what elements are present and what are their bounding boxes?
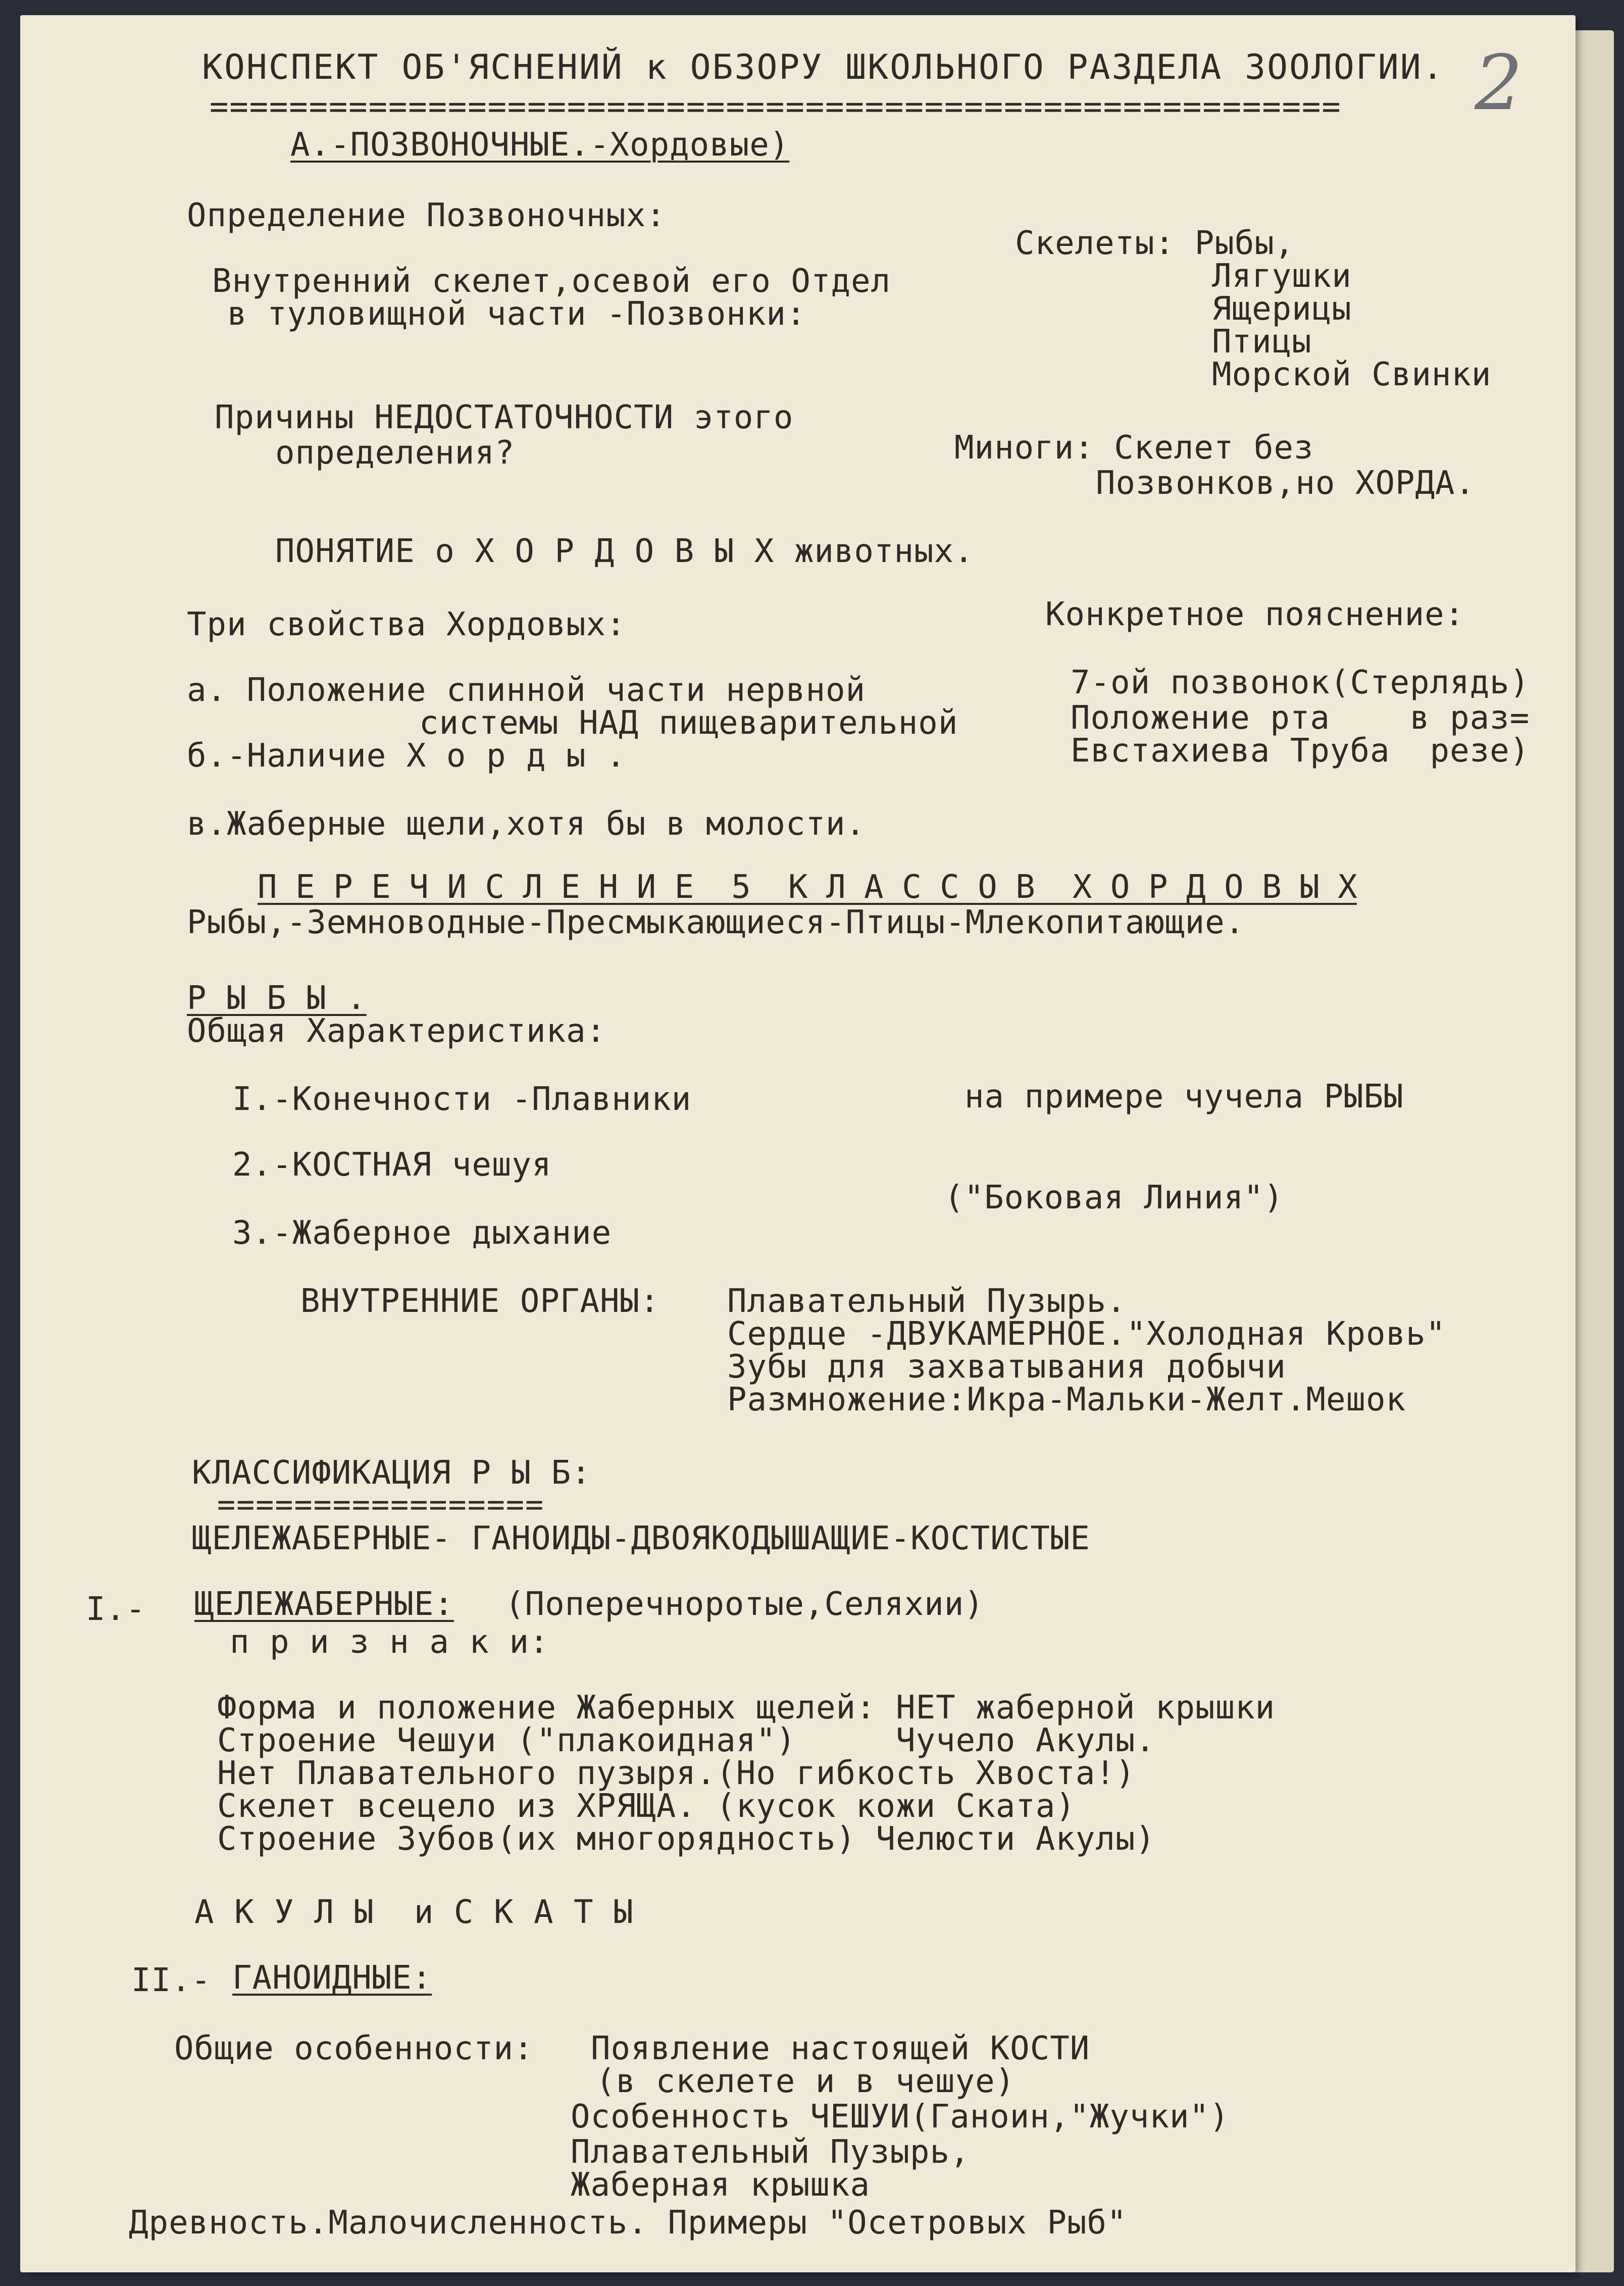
property-v: в.Жаберные щели,хотя бы в молости. bbox=[187, 805, 866, 843]
section-2-title: ГАНОИДНЫЕ: bbox=[232, 1959, 432, 1997]
antiquity-line: Древность.Малочисленность. Примеры "Осетровых Рыб" bbox=[129, 2204, 1127, 2242]
internal-organ-item: Сердце -ДВУКАМЕРНОЕ."Холодная Кровь" bbox=[727, 1315, 1446, 1353]
skeleton-item: Морской Свинки bbox=[1212, 356, 1492, 393]
classification-line: ЩЕЛЕЖАБЕРНЫЕ- ГАНОИДЫ-ДВОЯКОДЫШАЩИЕ-КОСТИСТЫЕ bbox=[192, 1520, 1090, 1557]
chordate-concept: ПОНЯТИЕ о Х О Р Д О В Ы Х животных. bbox=[275, 533, 974, 570]
definition-heading: Определение Позвоночных: bbox=[187, 197, 666, 234]
skeleton-item: Лягушки bbox=[1212, 258, 1352, 295]
three-properties-heading: Три свойства Хордовых: bbox=[187, 606, 626, 643]
document-page bbox=[20, 15, 1576, 2272]
section-a-heading: А.-ПОЗВОНОЧНЫЕ.-Хордовые) bbox=[290, 126, 790, 164]
sign-item: Форма и положение Жаберных щелей: НЕТ жаберной крышки bbox=[217, 1689, 1276, 1726]
enumeration-heading: П Е Р Е Ч И С Л Е Н И Е 5 К Л А С С О В Х О Р Д О В Ы Х bbox=[258, 869, 1357, 906]
explanation-line: Положение рта в раз= bbox=[1071, 699, 1530, 737]
classification-heading: КЛАССИФИКАЦИЯ Р Ы Б: bbox=[192, 1454, 591, 1492]
internal-organ-item: Зубы для захватывания добычи bbox=[727, 1348, 1286, 1386]
internal-organ-item: Плавательный Пузырь. bbox=[727, 1283, 1127, 1320]
internal-organs-label: ВНУТРЕННИЕ ОРГАНЫ: bbox=[300, 1283, 660, 1320]
common-features-label: Общие особенности: bbox=[174, 2030, 534, 2067]
section-2-number: II.- bbox=[131, 1962, 212, 1999]
definition-line: Внутренний скелет,осевой его Отдел bbox=[212, 263, 891, 300]
sign-item: Строение Чешуи ("плакоидная") Чучело Акулы. bbox=[217, 1722, 1155, 1759]
section-1-signs: п р и з н а к и: bbox=[230, 1623, 549, 1661]
section-1-number: I.- bbox=[86, 1591, 146, 1628]
lampreys-line: Миноги: Скелет без bbox=[954, 429, 1314, 467]
reasons-line: определения? bbox=[275, 434, 515, 472]
section-1-title: ЩЕЛЕЖАБЕРНЫЕ: bbox=[194, 1586, 454, 1623]
characteristic-item: 2.-КОСТНАЯ чешуя bbox=[232, 1146, 552, 1184]
classes-line: Рыбы,-Земноводные-Пресмыкающиеся-Птицы-Млекопитающие. bbox=[187, 904, 1245, 941]
common-feature-item: Появление настоящей КОСТИ bbox=[591, 2030, 1090, 2067]
internal-organ-item: Размножение:Икра-Мальки-Желт.Мешок bbox=[727, 1381, 1406, 1418]
explanation-line: Евстахиева Труба резе) bbox=[1071, 732, 1530, 770]
skeletons-label: Скелеты: Рыбы, bbox=[1015, 225, 1295, 262]
skeleton-item: Ящерицы bbox=[1212, 290, 1352, 328]
common-feature-item: (в скелете и в чешуе) bbox=[596, 2063, 1016, 2100]
common-feature-item: Плавательный Пузырь, bbox=[571, 2133, 970, 2171]
page-number: 2 bbox=[1475, 39, 1523, 127]
document-title: КОНСПЕКТ ОБ'ЯСНЕНИЙ к ОБЗОРУ ШКОЛЬНОГО РАЗДЕЛА ЗООЛОГИИ. bbox=[202, 47, 1445, 87]
characteristic-item: 3.-Жаберное дыхание bbox=[232, 1214, 612, 1252]
explanation-line: 7-ой позвонок(Стерлядь) bbox=[1071, 664, 1530, 701]
property-b: б.-Наличие Х о р д ы . bbox=[187, 737, 626, 775]
sign-item: Строение Зубов(их многорядность) Челюсти Акулы) bbox=[217, 1820, 1155, 1858]
property-a: а. Положение спинной части нервной bbox=[187, 672, 866, 709]
lampreys-line: Позвонков,но ХОРДА. bbox=[1096, 465, 1476, 502]
sharks-rays-heading: А К У Л Ы и С К А Т Ы bbox=[194, 1894, 634, 1931]
sign-item: Скелет всецело из ХРЯЩА. (кусок кожи Ската) bbox=[217, 1788, 1076, 1825]
concrete-explanation-heading: Конкретное пояснение: bbox=[1045, 596, 1465, 633]
characteristic-note: на примере чучела РЫБЫ bbox=[965, 1078, 1404, 1115]
common-feature-item: Особенность ЧЕШУИ(Ганоин,"Жучки") bbox=[571, 2098, 1230, 2136]
reasons-line: Причины НЕДОСТАТОЧНОСТИ этого bbox=[215, 399, 794, 436]
general-characteristics: Общая Характеристика: bbox=[187, 1012, 606, 1050]
fish-heading: Р Ы Б Ы . bbox=[187, 980, 367, 1017]
definition-line: в туловищной части -Позвонки: bbox=[227, 295, 806, 333]
section-1-subtitle: (Поперечноротые,Селяхии) bbox=[505, 1586, 984, 1623]
property-a-cont: системы НАД пищеварительной bbox=[419, 704, 958, 742]
title-rule: ========================================================= bbox=[210, 88, 1342, 125]
common-feature-item: Жаберная крышка bbox=[571, 2166, 870, 2204]
sign-item: Нет Плавательного пузыря.(Но гибкость Хвоста!) bbox=[217, 1755, 1136, 1792]
classification-rule: ================= bbox=[217, 1487, 545, 1522]
characteristic-note: ("Боковая Линия") bbox=[944, 1179, 1284, 1216]
characteristic-item: I.-Конечности -Плавники bbox=[232, 1081, 692, 1118]
skeleton-item: Птицы bbox=[1212, 323, 1312, 361]
